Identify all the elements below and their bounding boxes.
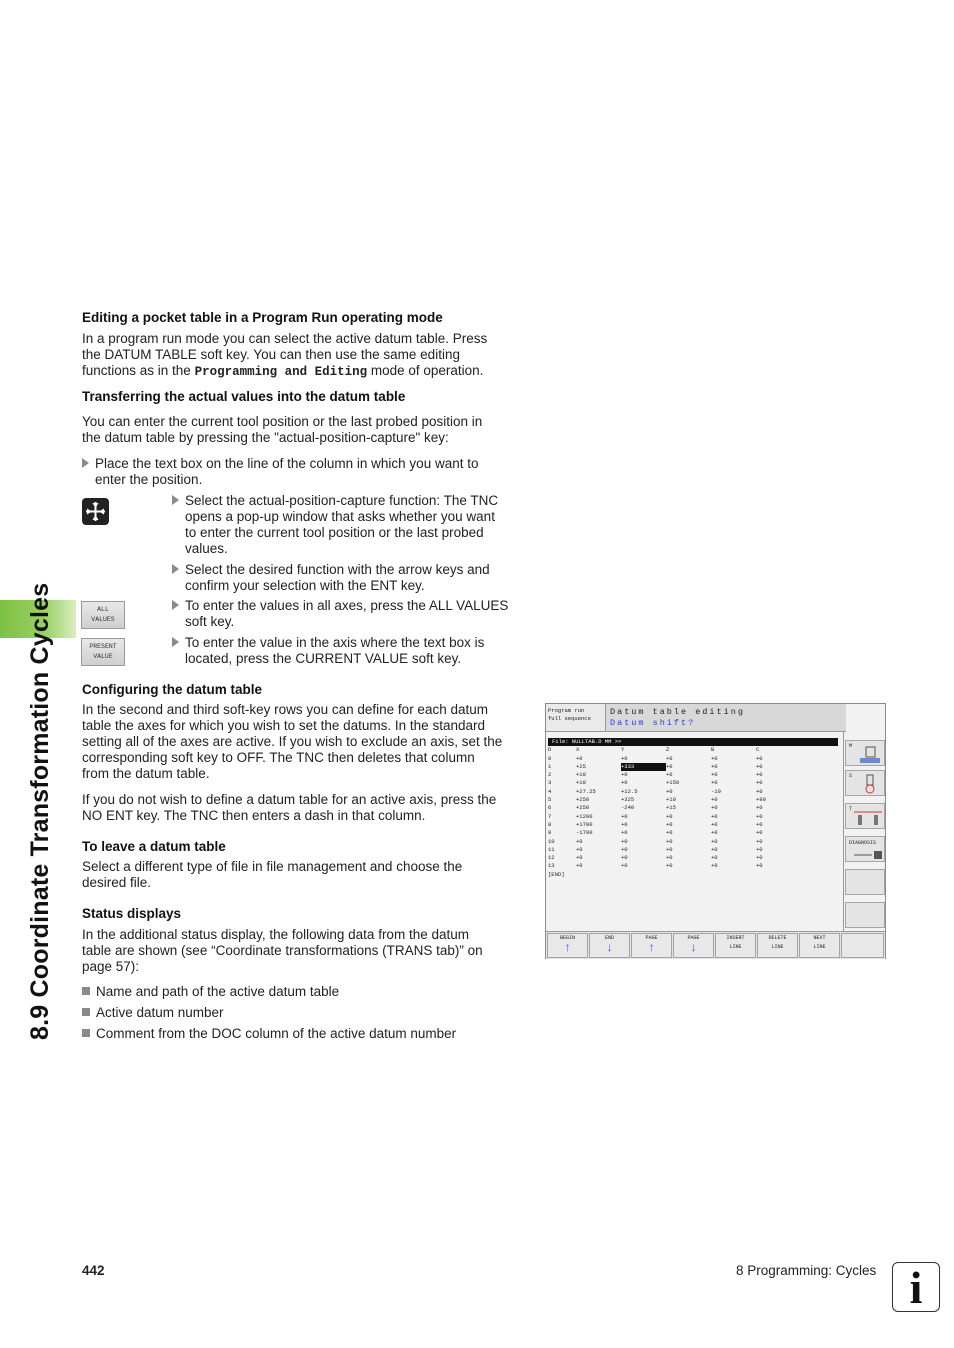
- screen-prompt: Datum shift?: [610, 718, 696, 728]
- table-cell[interactable]: -1700: [576, 829, 593, 837]
- table-cell[interactable]: +0: [711, 754, 718, 762]
- bullet-icon: [82, 987, 90, 995]
- softkey-empty[interactable]: [841, 933, 884, 958]
- table-cell[interactable]: +250: [576, 796, 590, 804]
- machine-icon: [858, 746, 882, 764]
- table-cell[interactable]: +0: [756, 812, 763, 820]
- table-cell[interactable]: -10: [711, 787, 721, 795]
- table-cell[interactable]: +0: [711, 762, 718, 770]
- table-cell[interactable]: +0: [666, 837, 673, 845]
- table-cell[interactable]: +0: [666, 754, 673, 762]
- table-cell[interactable]: +12.5: [621, 787, 638, 795]
- heading-leave: To leave a datum table: [82, 839, 226, 854]
- softkey-end[interactable]: END ↓: [589, 933, 630, 958]
- table-cell[interactable]: +0: [621, 829, 628, 837]
- softkey-next-line[interactable]: NEXT LINE: [799, 933, 840, 958]
- list-item: Comment from the DOC column of the active datum number: [82, 1026, 456, 1042]
- table-cell[interactable]: 11: [548, 845, 555, 853]
- step-select-function: Select the desired function with the arrow keys and confirm your selection with the ENT key.: [172, 562, 490, 594]
- table-cell[interactable]: 9: [548, 829, 552, 837]
- table-cell[interactable]: +0: [576, 845, 583, 853]
- table-cell[interactable]: +10: [666, 796, 676, 804]
- tool-change-icon: [852, 807, 884, 827]
- arrow-up-icon: ↑: [563, 941, 572, 955]
- column-header: Y: [621, 746, 625, 754]
- table-cell[interactable]: +0: [711, 854, 718, 862]
- table-cell[interactable]: 2: [548, 771, 552, 779]
- table-cell[interactable]: 8: [548, 820, 552, 828]
- table-cell[interactable]: +333: [621, 763, 666, 771]
- step-all-values: To enter the values in all axes, press the ALL VALUES soft key.: [172, 598, 508, 630]
- bullet-icon: [82, 1029, 90, 1037]
- table-cell[interactable]: +0: [756, 787, 763, 795]
- table-cell[interactable]: +250: [576, 804, 590, 812]
- table-cell[interactable]: +0: [621, 854, 628, 862]
- table-cell[interactable]: +10: [576, 771, 586, 779]
- bullet-icon: [82, 1008, 90, 1016]
- table-cell[interactable]: +0: [621, 845, 628, 853]
- table-cell[interactable]: +0: [666, 762, 673, 770]
- table-cell[interactable]: +0: [666, 829, 673, 837]
- table-row[interactable]: [548, 838, 838, 846]
- step-place-textbox: Place the text box on the line of the column in which you want to enter the position.: [82, 456, 478, 488]
- table-cell[interactable]: 13: [548, 862, 555, 870]
- side-softkey-column: [843, 732, 886, 931]
- table-body: [548, 755, 838, 871]
- arrow-down-icon: ↓: [605, 941, 614, 955]
- table-cell[interactable]: +27.25: [576, 787, 596, 795]
- table-cell[interactable]: +0: [756, 854, 763, 862]
- table-cell[interactable]: +0: [666, 845, 673, 853]
- status-paragraph: In the additional status display, the following data from the datum table are shown (see “Coordinate transformations (TRANS tab)” on page 57):: [82, 927, 483, 974]
- table-cell[interactable]: +0: [621, 771, 628, 779]
- table-cell[interactable]: 5: [548, 796, 552, 804]
- table-cell[interactable]: +0: [666, 862, 673, 870]
- actual-position-capture-key-icon[interactable]: [82, 498, 109, 525]
- table-row[interactable]: [548, 796, 838, 804]
- arrow-down-icon: ↓: [689, 941, 698, 955]
- table-cell[interactable]: +0: [756, 779, 763, 787]
- step-arrow-icon: [82, 458, 89, 468]
- present-value-softkey[interactable]: PRESENT VALUE: [81, 638, 125, 666]
- diagnosis-icon: [852, 849, 884, 861]
- table-cell[interactable]: +90: [756, 796, 766, 804]
- table-cell[interactable]: +0: [576, 837, 583, 845]
- column-header: D: [548, 746, 552, 754]
- heading-configuring: Configuring the datum table: [82, 682, 262, 697]
- column-header: B: [711, 746, 715, 754]
- chapter-footer: 8 Programming: Cycles: [736, 1263, 877, 1278]
- table-cell[interactable]: +0: [621, 754, 628, 762]
- table-cell[interactable]: +325: [621, 796, 635, 804]
- list-item: Active datum number: [82, 1005, 224, 1021]
- table-cell[interactable]: +0: [621, 837, 628, 845]
- table-cell[interactable]: 3: [548, 779, 552, 787]
- table-row[interactable]: [548, 804, 838, 812]
- table-cell[interactable]: +0: [756, 862, 763, 870]
- table-cell[interactable]: +0: [666, 812, 673, 820]
- step-arrow-icon: [172, 564, 179, 574]
- table-cell[interactable]: 12: [548, 854, 555, 862]
- screen-title-bar: Datum table editing Datum shift?: [606, 704, 846, 732]
- column-header: Z: [666, 746, 670, 754]
- tnc-screenshot: [545, 703, 886, 959]
- screen-mode-indicator: Program run full sequence: [546, 704, 606, 732]
- table-row[interactable]: [548, 779, 838, 787]
- table-cell[interactable]: +0: [711, 862, 718, 870]
- table-cell[interactable]: +0: [756, 754, 763, 762]
- side-button-m[interactable]: M: [845, 740, 885, 766]
- table-cell[interactable]: +0: [756, 820, 763, 828]
- step-select-capture: Select the actual-position-capture function: The TNC opens a pop-up window that asks whether you want to enter the current tool position or the last probed values.: [172, 493, 498, 557]
- chapter-title-vertical: 8.9 Coordinate Transformation Cycles: [26, 582, 54, 1040]
- diagnosis-button[interactable]: DIAGNOSIS: [845, 836, 885, 862]
- table-row[interactable]: [548, 829, 838, 837]
- side-button-t[interactable]: T: [845, 803, 885, 829]
- softkey-insert-line[interactable]: INSERT LINE: [715, 933, 756, 958]
- table-cell[interactable]: 4: [548, 787, 552, 795]
- heading-status: Status displays: [82, 906, 182, 921]
- config-paragraph-2: If you do not wish to define a datum table for an active axis, press the NO ENT key. The TNC then enters a dash in that column.: [82, 792, 497, 823]
- table-cell[interactable]: 0: [548, 754, 552, 762]
- softkey-delete-line[interactable]: DELETE LINE: [757, 933, 798, 958]
- table-cell[interactable]: +0: [576, 854, 583, 862]
- step-current-value: To enter the value in the axis where the text box is located, press the CURRENT VALUE soft key.: [172, 635, 484, 667]
- pocket-line-1: In a program run mode you can select the active datum table. Press: [82, 331, 488, 346]
- step-arrow-icon: [172, 600, 179, 610]
- table-cell[interactable]: +0: [756, 837, 763, 845]
- table-row[interactable]: [548, 821, 838, 829]
- pocket-line-3: functions as in the Programming and Editing mode of operation.: [82, 363, 484, 379]
- info-icon: i: [892, 1262, 940, 1312]
- table-row[interactable]: [548, 755, 838, 763]
- list-item: Name and path of the active datum table: [82, 984, 339, 1000]
- table-cell[interactable]: +0: [621, 862, 628, 870]
- softkey-begin[interactable]: BEGIN ↑: [547, 933, 588, 958]
- table-cell[interactable]: +0: [666, 787, 673, 795]
- table-cell[interactable]: +0: [711, 804, 718, 812]
- table-cell[interactable]: +1200: [576, 812, 593, 820]
- column-header: C: [756, 746, 760, 754]
- table-cell[interactable]: +150: [666, 779, 680, 787]
- all-values-softkey[interactable]: ALL VALUES: [81, 601, 125, 629]
- side-button-empty-1[interactable]: [845, 869, 885, 895]
- table-cell[interactable]: +0: [711, 771, 718, 779]
- softkey-page-up[interactable]: PAGE ↑: [631, 933, 672, 958]
- table-cell[interactable]: +0: [711, 812, 718, 820]
- column-header: X: [576, 746, 580, 754]
- table-row[interactable]: [548, 813, 838, 821]
- spindle-icon: [860, 774, 880, 794]
- file-bar: File: NULLTAB.D MM >>: [548, 738, 838, 746]
- page-number: 442: [82, 1263, 105, 1278]
- datum-table: [548, 738, 838, 879]
- table-cell[interactable]: +0: [756, 829, 763, 837]
- heading-transfer: Transferring the actual values into the datum table: [82, 389, 406, 404]
- table-row[interactable]: [548, 846, 838, 854]
- table-cell[interactable]: +0: [621, 820, 628, 828]
- table-cell[interactable]: +0: [666, 854, 673, 862]
- table-cell[interactable]: +1700: [576, 820, 593, 828]
- config-paragraph-1: In the second and third soft-key rows you can define for each datum table the axes for which you wish to set the datums. In the standard setting all of the axes are active. If you wish to exclude an axis, set the corresponding soft key to OFF. The TNC then deletes that column from the datum table.: [82, 702, 503, 781]
- table-cell[interactable]: -240: [621, 804, 635, 812]
- transfer-paragraph: You can enter the current tool position or the last probed position in the datum table by pressing the "actual-position-capture" key:: [82, 414, 483, 445]
- table-cell[interactable]: +0: [576, 862, 583, 870]
- table-header: [548, 746, 838, 754]
- side-button-s[interactable]: S: [845, 770, 885, 796]
- table-cell[interactable]: +0: [666, 820, 673, 828]
- table-cell[interactable]: +0: [711, 820, 718, 828]
- table-cell[interactable]: 10: [548, 837, 555, 845]
- table-end: [END]: [548, 870, 565, 878]
- pocket-line-2: the DATUM TABLE soft key. You can then use the same editing: [82, 347, 460, 362]
- table-row[interactable]: [548, 763, 838, 771]
- table-cell[interactable]: 6: [548, 804, 552, 812]
- table-cell[interactable]: +0: [756, 804, 763, 812]
- table-cell[interactable]: +0: [711, 829, 718, 837]
- table-cell[interactable]: +0: [711, 845, 718, 853]
- table-row[interactable]: [548, 854, 838, 862]
- softkey-row: [546, 931, 885, 959]
- table-cell[interactable]: 1: [548, 762, 552, 770]
- table-cell[interactable]: +0: [756, 845, 763, 853]
- table-cell[interactable]: +25: [576, 762, 586, 770]
- softkey-page-down[interactable]: PAGE ↓: [673, 933, 714, 958]
- table-cell[interactable]: +0: [666, 771, 673, 779]
- table-cell[interactable]: +0: [711, 779, 718, 787]
- table-cell[interactable]: +0: [621, 779, 628, 787]
- pocket-paragraph: [82, 331, 487, 380]
- step-arrow-icon: [172, 637, 179, 647]
- table-row[interactable]: [548, 771, 838, 779]
- step-arrow-icon: [172, 495, 179, 505]
- table-cell[interactable]: +10: [576, 779, 586, 787]
- arrow-up-icon: ↑: [647, 941, 656, 955]
- leave-paragraph: Select a different type of file in file management and choose the desired file.: [82, 859, 463, 890]
- table-cell[interactable]: +0: [756, 771, 763, 779]
- table-cell[interactable]: +0: [756, 762, 763, 770]
- table-cell[interactable]: +15: [666, 804, 676, 812]
- mode-name-mono: Programming and Editing: [194, 365, 368, 379]
- side-button-empty-2[interactable]: [845, 902, 885, 928]
- table-cell[interactable]: +0: [576, 754, 583, 762]
- table-cell[interactable]: +0: [621, 812, 628, 820]
- table-row[interactable]: [548, 788, 838, 796]
- table-cell[interactable]: +0: [711, 796, 718, 804]
- heading-pocket-table: Editing a pocket table in a Program Run operating mode: [82, 310, 443, 325]
- table-cell[interactable]: 7: [548, 812, 552, 820]
- table-row[interactable]: [548, 862, 838, 870]
- table-cell[interactable]: +0: [711, 837, 718, 845]
